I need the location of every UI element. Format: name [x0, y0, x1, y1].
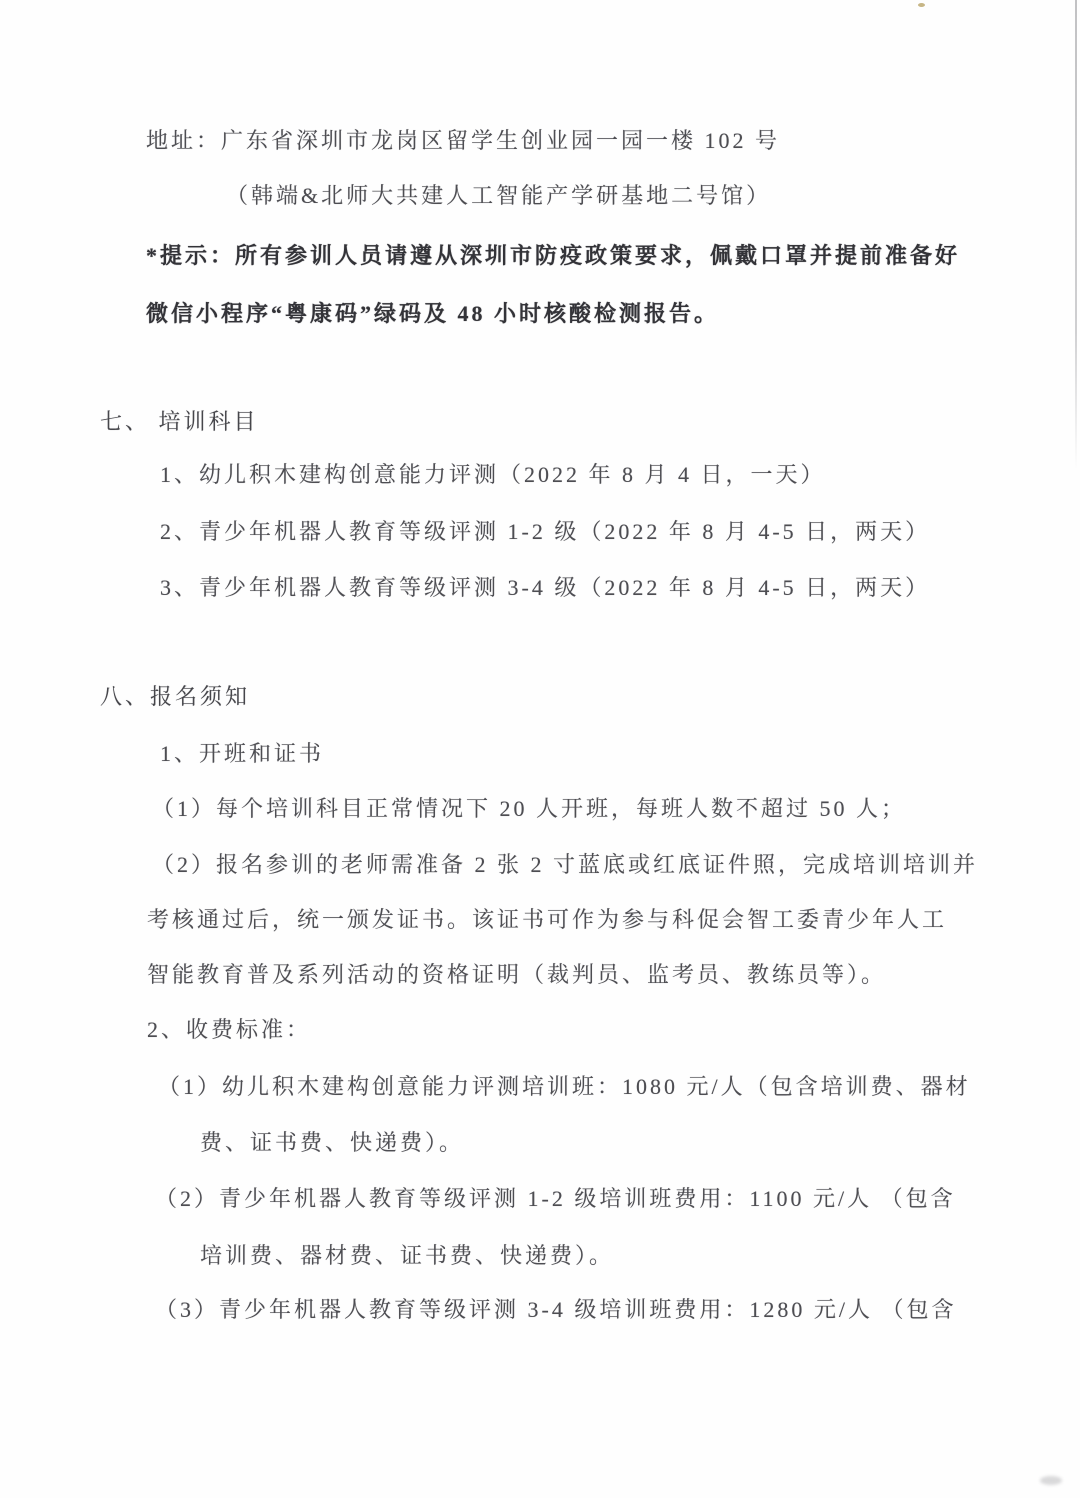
address-line-1: 地址：广东省深圳市龙岗区留学生创业园一园一楼 102 号	[146, 128, 781, 153]
section7-item-3: 3、青少年机器人教育等级评测 3-4 级（2022 年 8 月 4-5 日，两天）	[160, 575, 931, 600]
section8-sub1-line-2: （2）报名参训的老师需准备 2 张 2 寸蓝底或红底证件照，完成培训培训并	[152, 852, 979, 877]
notice-line-1: *提示：所有参训人员请遵从深圳市防疫政策要求，佩戴口罩并提前准备好	[146, 243, 961, 268]
section8-heading: 八、报名须知	[100, 684, 251, 709]
scan-speck	[918, 3, 925, 7]
section7-heading: 七、 培训科目	[100, 409, 259, 434]
notice-line-2: 微信小程序“粤康码”绿码及 48 小时核酸检测报告。	[146, 301, 720, 326]
section7-item-1: 1、幼儿积木建构创意能力评测（2022 年 8 月 4 日，一天）	[160, 462, 826, 487]
section8-sub2-line-2: 费、证书费、快递费）。	[200, 1130, 465, 1155]
section8-sub1-heading: 1、开班和证书	[160, 741, 325, 766]
section8-sub2-line-5: （3）青少年机器人教育等级评测 3-4 级培训班费用：1280 元/人 （包含	[155, 1297, 957, 1322]
scan-edge-artifact	[1075, 0, 1077, 470]
address-line-2: （韩端&北师大共建人工智能产学研基地二号馆）	[226, 183, 772, 208]
section7-item-2: 2、青少年机器人教育等级评测 1-2 级（2022 年 8 月 4-5 日，两天）	[160, 519, 931, 544]
section8-sub2-line-1: （1）幼儿积木建构创意能力评测培训班：1080 元/人（包含培训费、器材	[158, 1074, 971, 1099]
section8-sub1-line-1: （1）每个培训科目正常情况下 20 人开班，每班人数不超过 50 人；	[152, 796, 907, 821]
scan-smudge	[1040, 1476, 1062, 1485]
section8-sub1-line-4: 智能教育普及系列活动的资格证明（裁判员、监考员、教练员等）。	[147, 962, 887, 987]
section8-sub2-heading: 2、收费标准：	[147, 1017, 312, 1042]
section8-sub2-line-3: （2）青少年机器人教育等级评测 1-2 级培训班费用：1100 元/人 （包含	[155, 1186, 956, 1211]
section8-sub2-line-4: 培训费、器材费、证书费、快递费）。	[200, 1243, 615, 1268]
section8-sub1-line-3: 考核通过后，统一颁发证书。该证书可作为参与科促会智工委青少年人工	[147, 907, 948, 932]
